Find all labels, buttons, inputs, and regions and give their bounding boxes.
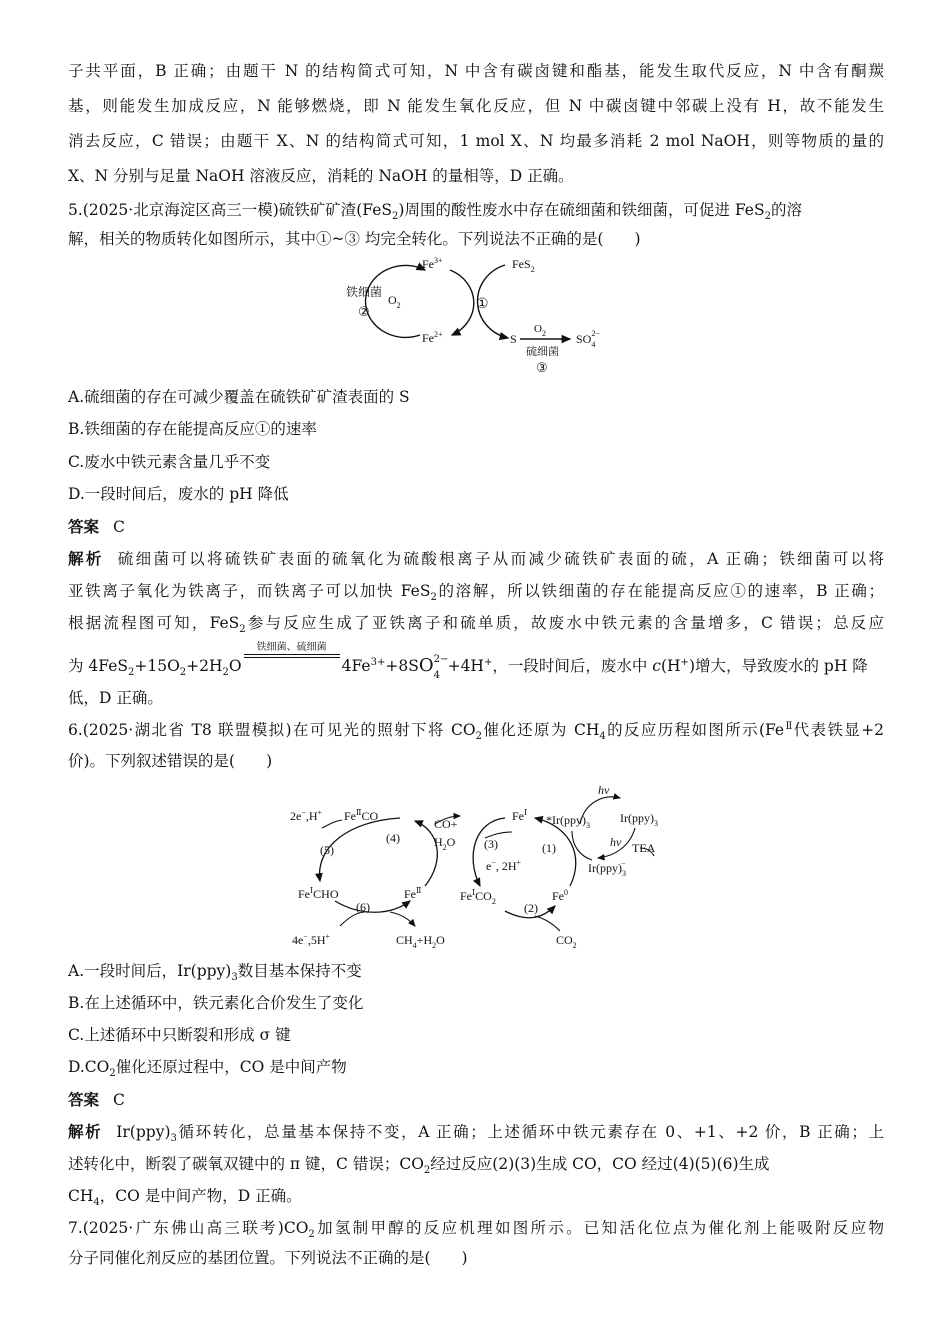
q6-tea: TEA [632, 841, 656, 855]
q6-answer: 答案 C [68, 1090, 125, 1109]
q5-num-3: ③ [536, 360, 548, 375]
q6-fe1cho: $Fe^ⅠCHO$ [298, 886, 339, 901]
q6-arc-3 [473, 818, 505, 886]
q5-so4-label: $SO_42-$ [576, 329, 600, 349]
prev-line-2: 基，则能发生加成反应，N 能够燃烧，即 N 能发生氧化反应，但 N 中碳卤键中邻碳上没有 H，故不能发生 [68, 97, 884, 115]
q6-explanation-line-2: 述转化中，断裂了碳氧双键中的 π 键，C 错误；$CO_2$经过反应(2)(3)生成 CO，CO 经过(4)(5)(6)生成 [68, 1155, 770, 1177]
q6-explanation-line-3: $CH_4$，CO 是中间产物，D 正确。 [68, 1187, 302, 1209]
q5-diagram [330, 250, 630, 380]
q6-num-4: (4) [386, 831, 400, 845]
q5-explanation-line-2: 亚铁离子氧化为铁离子，而铁离子可以加快 FeS$_2$的溶解，所以铁细菌的存在能提高反应①的速率，B 正确； [68, 582, 884, 604]
q5-center-arc [450, 270, 474, 335]
q6-num-2: (2) [524, 901, 538, 915]
q5-option-d: D.一段时间后，废水的 pH 降低 [68, 485, 289, 503]
q5-num-2: ② [358, 304, 370, 319]
q5-option-a: A.硫细菌的存在可减少覆盖在硫铁矿矿渣表面的 S [68, 388, 410, 406]
prev-line-4: X、N 分别与足量 NaOH 溶液反应，消耗的 NaOH 的量相等，D 正确。 [68, 167, 574, 185]
q7-stem-line-2: 分子同催化剂反应的基团位置。下列说法不正确的是( ) [68, 1249, 468, 1267]
q7-stem-line-1: 7.(2025·广东佛山高三联考)$CO_2$加氢制甲醇的反应机理如图所示。已知活化位点为催化剂上能吸附反应物 [68, 1219, 884, 1241]
q6-ir-ground: $Ir(ppy)_3$ [620, 811, 658, 828]
q5-stem-line-1: 5.(2025·北京海淀区高三一模)硫铁矿矿渣(FeS$_2$)周围的酸性废水中存在硫细菌和铁细菌，可促进 FeS$_2$的溶 [68, 201, 802, 223]
q6-arc-6 [335, 901, 410, 912]
q5-fe2-label: $Fe^{2+}$ [422, 330, 443, 345]
q6-explanation-line-1: 解析 $Ir(ppy)_3$循环转化，总量基本保持不变，A 正确；上述循环中铁元素存在 0、+1、+2 价，B 正确；上 [68, 1122, 884, 1145]
reaction-condition-arrow: 铁细菌、硫细菌 [242, 655, 342, 677]
q5-num-1: ① [476, 297, 489, 312]
q6-stem-line-2: 价)。下列叙述错误的是( ) [68, 752, 273, 770]
q5-iron-bacteria: 铁细菌 [346, 285, 383, 299]
prev-line-1: 子共平面，B 正确；由题干 N 的结构简式可知，N 中含有碳卤键和酯基，能发生取代反应，N 中含有酮羰 [68, 62, 884, 80]
q5-fe3-label: $Fe^{3+}$ [422, 256, 443, 271]
q6-num-6: (6) [356, 900, 370, 914]
q5-o2-left: $O_2$ [388, 293, 401, 310]
q6-fe0: Fe$^0$ [552, 888, 568, 903]
q6-diagram [280, 776, 700, 956]
q5-option-b: B.铁细菌的存在能提高反应①的速率 [68, 420, 317, 438]
q6-option-d: $D.CO_2$催化还原过程中，CO 是中间产物 [68, 1058, 347, 1080]
q6-option-b: B.在上述循环中，铁元素化合价发生了变化 [68, 994, 364, 1012]
q6-hv-top: hv [598, 783, 610, 797]
q6-num-3: (3) [484, 837, 498, 851]
q6-4e-5h: 4e−,5H+ [292, 932, 331, 947]
q5-sulfur-bacteria: 硫细菌 [526, 346, 559, 358]
q6-fe2: $Fe^Ⅱ$ [404, 886, 422, 901]
q6-2e-h: 2e−,H+ [290, 808, 323, 823]
q6-option-c: C.上述循环中只断裂和形成 σ 键 [68, 1026, 291, 1044]
q6-h2o: $H_2O$ [434, 835, 456, 852]
q6-stem-line-1: 6.(2025·湖北省 T8 联盟模拟)在可见光的照射下将 $CO_2$催化还原为 $CH_4$的反应历程如图所示($Fe^Ⅱ$代表铁显+2 [68, 720, 884, 743]
q6-ir-reduced: $Ir(ppy)_3-$ [588, 859, 626, 878]
q6-ir-excited: $*Ir(ppy)_3$ [546, 813, 590, 830]
q5-s-label: S [510, 332, 517, 346]
q6-fe2co: $Fe^ⅡCO$ [344, 808, 379, 823]
q6-fe1: $Fe^Ⅰ$ [512, 808, 528, 823]
q5-answer: 答案 C [68, 517, 125, 536]
q5-o2-right: $O_2$ [534, 323, 546, 338]
q5-stem-line-2: 解，相关的物质转化如图所示，其中①~③ 均完全转化。下列说法不正确的是( ) [68, 230, 641, 248]
q5-explanation-line-5: 低，D 正确。 [68, 689, 163, 707]
q5-explanation-line-4: 为 $4FeS_2+15O_2+2H_2O$ 铁细菌、硫细菌 $4Fe^{3+}+8SO$ 2− 4 +4H+，一段时间后，废水中 c(H+)增大，导致废水的 pH 降 [68, 642, 868, 681]
q6-hv-mid: hv [610, 835, 622, 849]
q6-co2: $CO_2$ [556, 933, 577, 950]
q6-e-2h: e−, 2H+ [486, 858, 522, 873]
q6-ch4-h2o: $CH_4+H_2O$ [396, 933, 445, 950]
q5-explanation-line-1: 解析 硫细菌可以将硫铁矿表面的硫氧化为硫酸根离子从而减少硫铁矿表面的硫，A 正确；铁细菌可以将 [68, 549, 884, 568]
q6-co-plus: CO+ [434, 817, 458, 831]
q6-option-a: A.一段时间后，$Ir(ppy)_3$数目基本保持不变 [68, 962, 362, 984]
prev-line-3: 消去反应，C 错误；由题干 X、N 的结构简式可知，1 mol X、N 均最多消耗 2 mol NaOH，则等物质的量的 [68, 132, 884, 150]
q5-fes2-label: FeS$_2$ [512, 257, 535, 274]
q5-option-c: C.废水中铁元素含量几乎不变 [68, 453, 271, 471]
q6-num-1: (1) [542, 841, 556, 855]
q5-explanation-line-3: 根据流程图可知，FeS$_2$参与反应生成了亚铁离子和硫单质，故废水中铁元素的含量增多，C 错误；总反应 [68, 614, 885, 636]
q6-num-5: (5) [320, 843, 334, 857]
q6-fe1co2: $Fe^ⅠCO_2$ [460, 888, 496, 906]
